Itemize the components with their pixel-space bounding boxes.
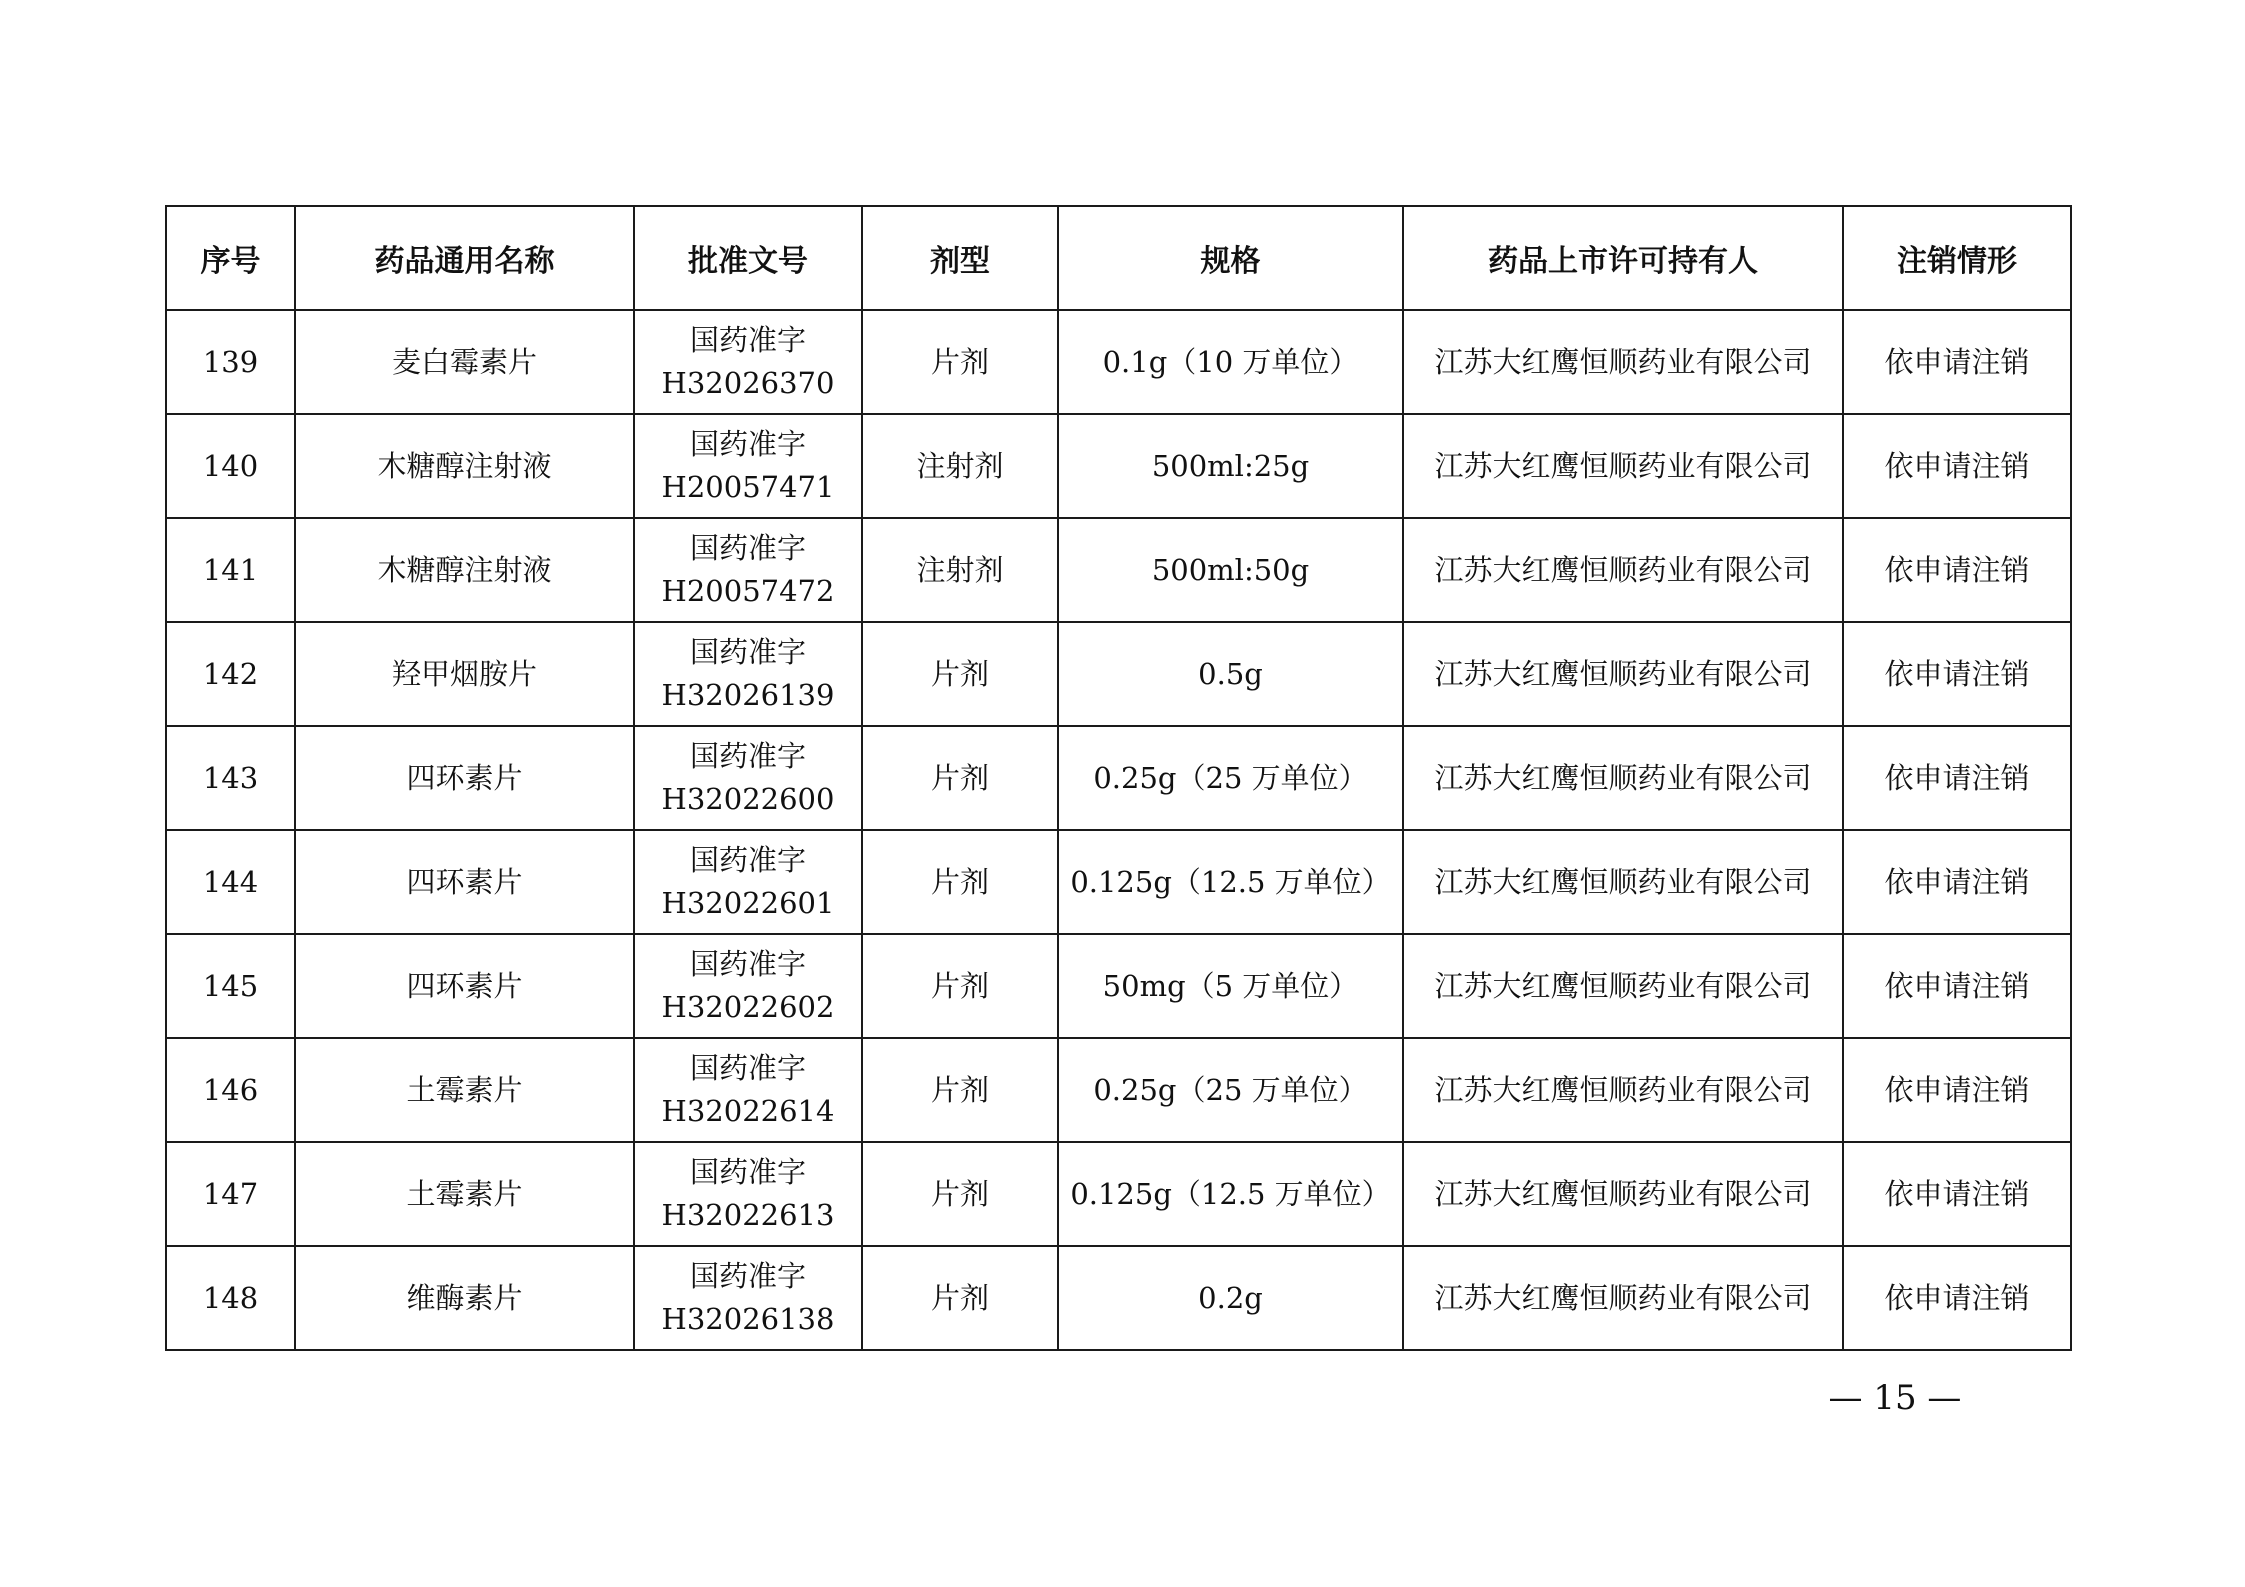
table-header-row xyxy=(166,206,2071,310)
cell-specification: 0.125g（12.5 万单位） xyxy=(1058,830,1403,934)
cell-serial-number: 148 xyxy=(166,1246,295,1350)
cell-specification: 500ml:25g xyxy=(1058,414,1403,518)
cell-drug-name: 木糖醇注射液 xyxy=(295,518,634,622)
cell-drug-name: 土霉素片 xyxy=(295,1142,634,1246)
cell-serial-number: 147 xyxy=(166,1142,295,1246)
approval-prefix: 国药准字 xyxy=(689,1259,806,1293)
cell-cancellation-status: 依申请注销 xyxy=(1843,518,2071,622)
cell-approval-number xyxy=(634,414,862,518)
approval-prefix: 国药准字 xyxy=(689,323,806,357)
table-row xyxy=(166,310,2071,414)
approval-prefix: 国药准字 xyxy=(689,843,806,877)
cell-dosage-form: 片剂 xyxy=(862,726,1058,830)
header-approval-number: 批准文号 xyxy=(634,206,862,310)
cell-approval-number xyxy=(634,830,862,934)
cell-license-holder: 江苏大红鹰恒顺药业有限公司 xyxy=(1403,726,1843,830)
header-specification: 规格 xyxy=(1058,206,1403,310)
cell-drug-name: 四环素片 xyxy=(295,934,634,1038)
cell-license-holder: 江苏大红鹰恒顺药业有限公司 xyxy=(1403,1246,1843,1350)
cell-serial-number: 140 xyxy=(166,414,295,518)
approval-code: H32026138 xyxy=(661,1302,835,1336)
cell-drug-name: 木糖醇注射液 xyxy=(295,414,634,518)
table-row xyxy=(166,830,2071,934)
cell-cancellation-status: 依申请注销 xyxy=(1843,1038,2071,1142)
cell-license-holder: 江苏大红鹰恒顺药业有限公司 xyxy=(1403,622,1843,726)
table-row xyxy=(166,622,2071,726)
approval-code: H32026139 xyxy=(661,678,835,712)
cell-specification: 500ml:50g xyxy=(1058,518,1403,622)
approval-prefix: 国药准字 xyxy=(689,739,806,773)
cell-dosage-form: 注射剂 xyxy=(862,518,1058,622)
cell-approval-number xyxy=(634,1038,862,1142)
header-drug-generic-name: 药品通用名称 xyxy=(295,206,634,310)
cell-dosage-form: 片剂 xyxy=(862,1142,1058,1246)
cell-approval-number xyxy=(634,726,862,830)
cell-dosage-form: 片剂 xyxy=(862,1038,1058,1142)
table-row xyxy=(166,518,2071,622)
approval-prefix: 国药准字 xyxy=(689,947,806,981)
cell-serial-number: 146 xyxy=(166,1038,295,1142)
table-row xyxy=(166,1038,2071,1142)
approval-prefix: 国药准字 xyxy=(689,531,806,565)
cell-cancellation-status: 依申请注销 xyxy=(1843,934,2071,1038)
cell-serial-number: 141 xyxy=(166,518,295,622)
cell-approval-number xyxy=(634,310,862,414)
approval-prefix: 国药准字 xyxy=(689,1051,806,1085)
cell-specification: 0.1g（10 万单位） xyxy=(1058,310,1403,414)
cell-approval-number xyxy=(634,1246,862,1350)
cell-dosage-form: 片剂 xyxy=(862,934,1058,1038)
approval-prefix: 国药准字 xyxy=(689,1155,806,1189)
cell-drug-name: 羟甲烟胺片 xyxy=(295,622,634,726)
cell-cancellation-status: 依申请注销 xyxy=(1843,1246,2071,1350)
cell-serial-number: 142 xyxy=(166,622,295,726)
cell-license-holder: 江苏大红鹰恒顺药业有限公司 xyxy=(1403,518,1843,622)
cell-drug-name: 四环素片 xyxy=(295,726,634,830)
header-license-holder: 药品上市许可持有人 xyxy=(1403,206,1843,310)
cell-dosage-form: 片剂 xyxy=(862,1246,1058,1350)
approval-prefix: 国药准字 xyxy=(689,635,806,669)
cell-serial-number: 139 xyxy=(166,310,295,414)
cell-drug-name: 土霉素片 xyxy=(295,1038,634,1142)
approval-code: H20057472 xyxy=(661,574,835,608)
cell-cancellation-status: 依申请注销 xyxy=(1843,414,2071,518)
approval-prefix: 国药准字 xyxy=(689,427,806,461)
cell-license-holder: 江苏大红鹰恒顺药业有限公司 xyxy=(1403,414,1843,518)
cell-specification: 0.25g（25 万单位） xyxy=(1058,1038,1403,1142)
cell-license-holder: 江苏大红鹰恒顺药业有限公司 xyxy=(1403,934,1843,1038)
cell-serial-number: 145 xyxy=(166,934,295,1038)
cell-cancellation-status: 依申请注销 xyxy=(1843,310,2071,414)
drug-cancellation-table xyxy=(165,205,2072,1351)
cell-specification: 0.5g xyxy=(1058,622,1403,726)
approval-code: H32022613 xyxy=(661,1198,835,1232)
header-serial-number: 序号 xyxy=(166,206,295,310)
cell-drug-name: 四环素片 xyxy=(295,830,634,934)
cell-license-holder: 江苏大红鹰恒顺药业有限公司 xyxy=(1403,1038,1843,1142)
cell-dosage-form: 片剂 xyxy=(862,310,1058,414)
header-dosage-form: 剂型 xyxy=(862,206,1058,310)
cell-dosage-form: 片剂 xyxy=(862,830,1058,934)
cell-dosage-form: 片剂 xyxy=(862,622,1058,726)
cell-serial-number: 144 xyxy=(166,830,295,934)
cell-drug-name: 维酶素片 xyxy=(295,1246,634,1350)
cell-drug-name: 麦白霉素片 xyxy=(295,310,634,414)
approval-code: H32022600 xyxy=(661,782,835,816)
table-row xyxy=(166,1142,2071,1246)
header-cancellation-status: 注销情形 xyxy=(1843,206,2071,310)
table-row xyxy=(166,1246,2071,1350)
table-row xyxy=(166,414,2071,518)
approval-code: H32022601 xyxy=(661,886,835,920)
approval-code: H32022602 xyxy=(661,990,835,1024)
approval-code: H32022614 xyxy=(661,1094,835,1128)
cell-cancellation-status: 依申请注销 xyxy=(1843,726,2071,830)
cell-dosage-form: 注射剂 xyxy=(862,414,1058,518)
cell-specification: 0.2g xyxy=(1058,1246,1403,1350)
table-row xyxy=(166,726,2071,830)
table-row xyxy=(166,934,2071,1038)
approval-code: H32026370 xyxy=(661,366,835,400)
cell-approval-number xyxy=(634,1142,862,1246)
cell-cancellation-status: 依申请注销 xyxy=(1843,1142,2071,1246)
cell-license-holder: 江苏大红鹰恒顺药业有限公司 xyxy=(1403,310,1843,414)
cell-cancellation-status: 依申请注销 xyxy=(1843,830,2071,934)
cell-approval-number xyxy=(634,934,862,1038)
cell-specification: 0.25g（25 万单位） xyxy=(1058,726,1403,830)
cell-approval-number xyxy=(634,518,862,622)
cell-cancellation-status: 依申请注销 xyxy=(1843,622,2071,726)
cell-license-holder: 江苏大红鹰恒顺药业有限公司 xyxy=(1403,1142,1843,1246)
cell-specification: 0.125g（12.5 万单位） xyxy=(1058,1142,1403,1246)
cell-serial-number: 143 xyxy=(166,726,295,830)
approval-code: H20057471 xyxy=(661,470,835,504)
cell-specification: 50mg（5 万单位） xyxy=(1058,934,1403,1038)
cell-license-holder: 江苏大红鹰恒顺药业有限公司 xyxy=(1403,830,1843,934)
page-number: — 15 — xyxy=(1828,1378,1962,1418)
cell-approval-number xyxy=(634,622,862,726)
